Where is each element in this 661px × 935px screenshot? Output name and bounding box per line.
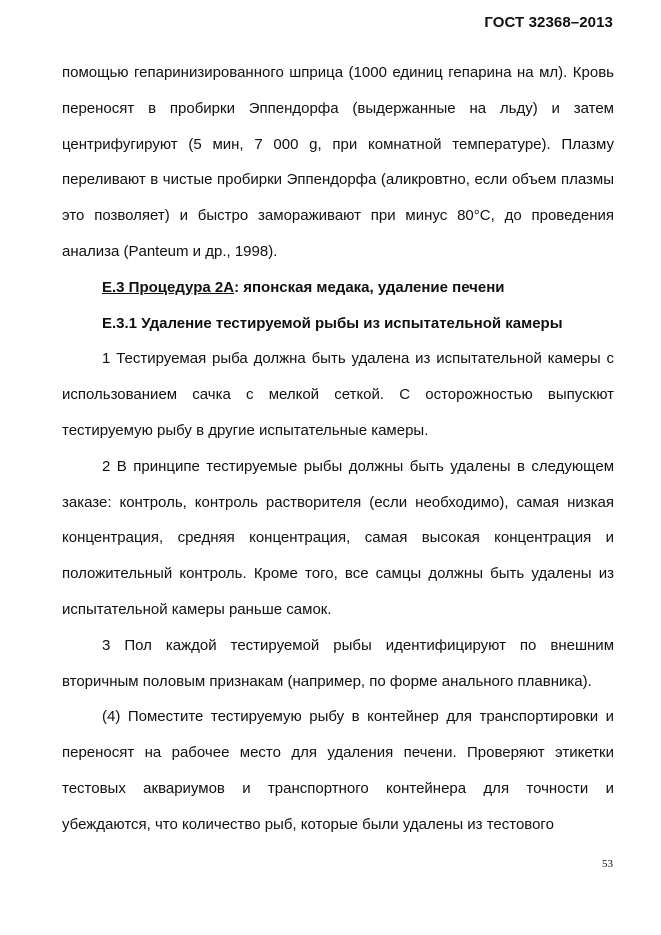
section-heading-title: : японская медака, удаление печени xyxy=(234,278,505,296)
paragraph-3: 2 В принципе тестируемые рыбы должны быть удалены в следующем заказе: контроль, контроль растворителя (если необходимо), самая низкая концентрация, средняя концентрация, самая высокая концентрация и положительный контроль. Кроме того, все самцы должны быть удалены из испытательной камеры раньше самок. xyxy=(62,457,614,618)
page-number: 53 xyxy=(602,858,613,870)
paragraph-1: помощью гепаринизированного шприца (1000 единиц гепарина на мл). Кровь переносят в пробирки Эппендорфа (выдержанные на льду) и затем центрифугируют (5 мин, 7 000 g, при комнатной температуре). Плазму переливают в чистые пробирки Эппендорфа (аликровтно, если объем плазмы это позволяет) и быстро замораживают при минус 80°С, до проведения анализа (Panteum и др., 1998). xyxy=(62,64,614,260)
paragraph-5: (4) Поместите тестируемую рыбу в контейнер для транспортировки и переносят на рабочее место для удаления печени. Проверяют этикетки тестовых аквариумов и транспортного контейнера для точности и убеждаются, что количество рыб, которые были удалены из тестового xyxy=(62,708,614,833)
paragraph-4: 3 Пол каждой тестируемой рыбы идентифицируют по внешним вторичным половым признакам (например, по форме анального плавника). xyxy=(62,636,614,690)
section-heading xyxy=(62,270,614,306)
paragraph-2: 1 Тестируемая рыба должна быть удалена из испытательной камеры с использованием сачка с мелкой сеткой. С осторожностью выпускют тестируемую рыбу в другие испытательные камеры. xyxy=(62,350,614,439)
document-body xyxy=(62,55,614,843)
subsection-heading: Е.3.1 Удаление тестируемой рыбы из испытательной камеры xyxy=(102,314,563,332)
document-header: ГОСТ 32368–2013 xyxy=(484,14,613,31)
section-heading-label: Е.3 Процедура 2А xyxy=(102,278,235,296)
